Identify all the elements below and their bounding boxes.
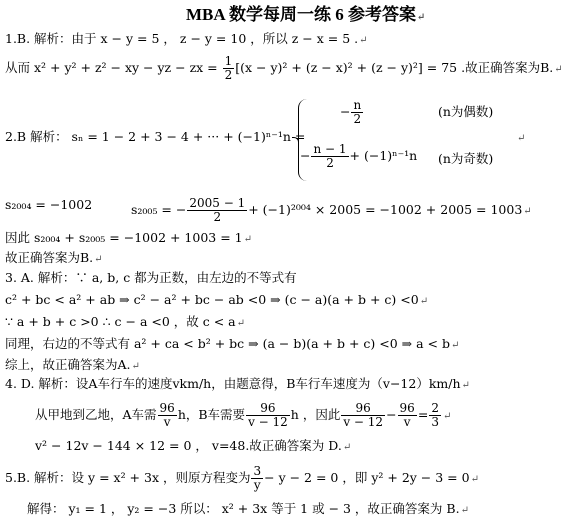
case2-tail: + (−1)ⁿ⁻¹n	[349, 148, 418, 163]
q2-s2005	[131, 197, 532, 224]
q4-fraction-d	[398, 402, 417, 429]
fraction-denominator: v	[163, 415, 171, 429]
q2-answer	[5, 250, 103, 268]
q1-line2	[5, 55, 563, 82]
q5-line2	[27, 501, 469, 519]
q3-line1-text: 3. A. 解析：∵ a, b, c 都为正数，由左边的不等式有	[5, 270, 297, 285]
fraction-numerator: 3	[253, 464, 262, 478]
q4-minus: −	[386, 407, 397, 422]
fraction-denominator: v − 12	[343, 415, 384, 429]
s2004-text: s₂₀₀₄ = −1002	[5, 197, 93, 212]
q2-case2	[300, 143, 417, 170]
paragraph-mark: ↵	[460, 505, 469, 516]
fraction-denominator: v − 12	[248, 415, 288, 429]
q3-line3-text: ∵ a + b + c >0 ∴ c − a <0 ，故 c < a	[5, 314, 236, 329]
q4-fraction-e	[429, 402, 441, 429]
q4-line1	[5, 376, 470, 394]
paragraph-mark: ↵	[243, 234, 253, 245]
fraction-denominator: y	[253, 478, 261, 492]
q4-fraction-a	[158, 402, 177, 429]
q2-lhs-text: 2.B 解析： sₙ = 1 − 2 + 3 − 4 + ··· + (−1)ⁿ⁻¹n =	[5, 129, 306, 144]
paragraph-mark: ↵	[94, 254, 103, 265]
paragraph-mark: ↵	[342, 442, 352, 453]
q3-line5-text: 综上，故正确答案为A.	[5, 357, 131, 372]
fraction-denominator: 2	[213, 210, 222, 224]
q2-lhs	[5, 129, 305, 145]
case1-sign: −	[340, 104, 351, 119]
q4-line1-text: 4. D. 解析：设A车行车的速度vkm/h，由题意得，B车行车速度为（v−12）km/h	[5, 376, 461, 391]
q4-line2-b: h，B车需要	[177, 407, 246, 422]
fraction-numerator: 2005 − 1	[189, 196, 246, 210]
q5-line1-b: − y − 2 = 0 ，即 y² + 2y − 3 = 0	[264, 470, 470, 485]
q2-s2004	[5, 197, 92, 213]
q2-therefore-text: 因此 s₂₀₀₄ + s₂₀₀₅ = −1002 + 1003 = 1	[5, 230, 243, 245]
q3-line5	[5, 357, 140, 375]
fraction-numerator: 96	[341, 402, 385, 416]
q3-line3	[5, 314, 245, 332]
q3-line2-text: c² + bc < a² + ab ⇒ c² − a² + bc − ab <0 ⇒ (c − a)(a + b + c) <0	[5, 292, 419, 307]
q4-line2-c: h ，因此	[290, 407, 341, 422]
q5-line2-text: 解得： y₁ = 1 ， y₂ = −3 所以： x² + 3x 等于 1 或 − 3 ，故正确答案为 B.	[27, 501, 460, 516]
title-text: MBA 数学每周一练 6 参考答案	[186, 5, 416, 24]
paragraph-mark: ↵	[236, 318, 246, 329]
fraction-denominator: 2	[224, 68, 233, 82]
q1-line1-text: 1.B. 解析：由于 x − y = 5 ， z − y = 10 ，所以 z − x = 5 .	[5, 31, 359, 46]
q4-line2	[35, 402, 451, 429]
fraction-numerator: n	[353, 98, 362, 112]
q1-line1	[5, 31, 368, 49]
q4-fraction-c	[341, 402, 385, 429]
q1-line2-post: [(x − y)² + (z − x)² + (z − y)²] = 75 .故正确答案为B.	[235, 60, 554, 75]
q3-line2	[5, 292, 428, 310]
paragraph-mark: ↵	[470, 474, 479, 485]
paragraph-mark: ↵	[461, 380, 470, 391]
fraction-denominator: 2	[326, 156, 334, 170]
q2-therefore	[5, 230, 252, 248]
page-title	[186, 7, 425, 26]
q3-line4-text: 同理，右边的不等式有 a² + ca < b² + bc ⇒ (a − b)(a + b + c) <0 ⇒ a < b	[5, 336, 450, 351]
paragraph-mark: ↵	[517, 133, 526, 144]
q5-line1	[5, 465, 479, 492]
s2005-post: + (−1)²⁰⁰⁴ × 2005 = −1002 + 2005 = 1003	[248, 202, 523, 217]
q4-equals: =	[417, 407, 429, 422]
q5-line1-a: 5.B. 解析：设 y = x² + 3x ，则原方程变为	[5, 470, 251, 485]
q4-fraction-b	[246, 402, 290, 429]
paragraph-mark: ↵	[554, 64, 563, 75]
paragraph-mark: ↵	[523, 206, 532, 217]
fraction-numerator: 96	[399, 401, 415, 415]
paragraph-mark: ↵	[131, 361, 140, 372]
q4-line3	[35, 438, 351, 456]
q2-case1-cond	[438, 104, 493, 120]
paragraph-mark: ↵	[359, 35, 368, 46]
q4-line3-text: v² − 12v − 144 × 12 = 0 ， v=48.故正确答案为 D.	[35, 438, 342, 453]
q2-case1	[340, 99, 364, 126]
fraction-denominator: v	[403, 415, 411, 429]
fraction-numerator: n − 1	[313, 142, 347, 156]
q1-line2-pre: 从而 x² + y² + z² − xy − yz − zx =	[5, 60, 222, 75]
q3-line1	[5, 270, 297, 286]
paragraph-mark: ↵	[419, 296, 429, 307]
fraction-denominator: 2	[353, 112, 362, 126]
paragraph-mark: ↵	[416, 12, 426, 23]
case1-condition: (n为偶数)	[438, 104, 494, 119]
q2-mark	[516, 129, 525, 147]
q4-line2-a: 从甲地到乙地，A车需	[35, 407, 157, 422]
q2-case2-cond	[438, 151, 493, 167]
case1-fraction	[351, 99, 363, 126]
q2-answer-text: 故正确答案为B.	[5, 250, 94, 265]
q5-fraction	[251, 465, 263, 492]
case2-condition: (n为奇数)	[438, 151, 494, 166]
fraction-numerator: 1	[224, 54, 233, 68]
s2005-fraction	[187, 197, 247, 224]
q3-line4	[5, 336, 459, 354]
fraction-numerator: 96	[246, 402, 290, 416]
q1-fraction	[223, 55, 235, 82]
paragraph-mark: ↵	[450, 340, 460, 351]
fraction-numerator: 96	[159, 401, 175, 415]
case2-sign: −	[300, 148, 311, 163]
paragraph-mark: ↵	[442, 411, 452, 422]
fraction-denominator: 3	[431, 415, 439, 429]
fraction-numerator: 2	[431, 401, 439, 415]
case2-fraction	[311, 143, 348, 170]
s2005-pre: s₂₀₀₅ = −	[131, 202, 187, 217]
